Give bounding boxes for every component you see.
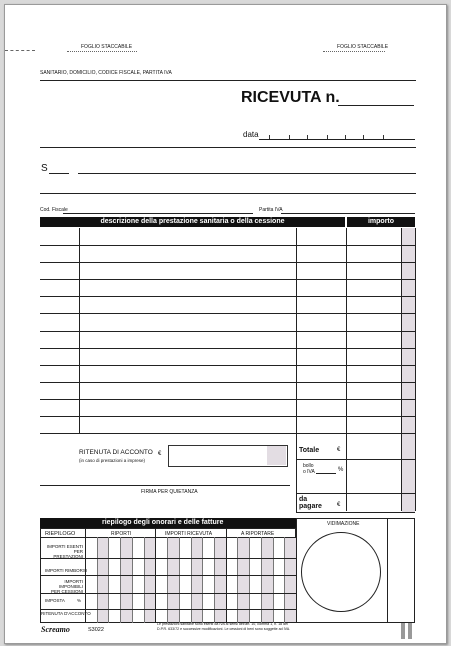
sanitario-label: SANITARIO, DOMICILIO, CODICE FISCALE, PARTITA IVA bbox=[40, 70, 172, 76]
totale-line bbox=[296, 459, 346, 460]
receipt-form bbox=[4, 4, 447, 644]
grid-column bbox=[273, 537, 274, 623]
totale-label: Totale bbox=[299, 447, 320, 454]
grid-column bbox=[296, 528, 297, 623]
grid-row[interactable] bbox=[40, 575, 296, 576]
footer-note-2: D.P.R. 633/72 e successive modificazioni. Le cessioni di beni sono soggette ad IVA. bbox=[157, 627, 291, 631]
ritenuta-sub: (in caso di prestazioni a imprese) bbox=[79, 458, 146, 463]
firma-label: FIRMA PER QUIETANZA bbox=[141, 489, 198, 495]
totals-row-line bbox=[346, 493, 415, 494]
table-row[interactable] bbox=[40, 245, 415, 246]
brand-logo: Screamo bbox=[41, 625, 70, 634]
grid-column bbox=[132, 537, 133, 623]
grid-row[interactable] bbox=[40, 558, 296, 559]
col-importi: IMPORTI RICEVUTA bbox=[165, 531, 213, 537]
table-row[interactable] bbox=[40, 313, 415, 314]
table-row[interactable] bbox=[40, 365, 415, 366]
binding-mark bbox=[401, 623, 405, 639]
table-row[interactable] bbox=[40, 279, 415, 280]
tear-dots-left bbox=[67, 51, 137, 52]
cod-fiscale-field[interactable] bbox=[63, 213, 253, 214]
receipt-title: RICEVUTA n. bbox=[241, 89, 340, 106]
grid-column bbox=[108, 537, 109, 623]
col-riepilogo: RIEPILOGO bbox=[45, 531, 76, 537]
col-riportare: A RIPORTARE bbox=[241, 531, 275, 537]
stamp-circle bbox=[301, 532, 381, 612]
table-row[interactable] bbox=[40, 331, 415, 332]
grid-column bbox=[167, 537, 168, 623]
data-label: data bbox=[243, 130, 259, 139]
date-tick bbox=[345, 135, 346, 139]
s-short-field[interactable] bbox=[49, 173, 69, 174]
date-tick bbox=[269, 135, 270, 139]
grid-column bbox=[120, 537, 121, 623]
riepilogo-title: riepilogo degli onorari e delle fatture bbox=[102, 519, 224, 526]
grid-column bbox=[214, 537, 215, 623]
foglio-staccabile-left: FOGLIO STACCABILE bbox=[81, 44, 133, 50]
partita-iva-field[interactable] bbox=[281, 213, 415, 214]
totale-euro: € bbox=[337, 447, 341, 453]
table-row[interactable] bbox=[40, 296, 415, 297]
date-tick bbox=[289, 135, 290, 139]
date-tick bbox=[363, 135, 364, 139]
form-code: S3022 bbox=[88, 627, 104, 633]
date-tick bbox=[307, 135, 308, 139]
tear-dots-right bbox=[323, 51, 385, 52]
grid-column bbox=[261, 537, 262, 623]
receipt-number-field[interactable] bbox=[338, 105, 414, 106]
riep-row-imposta: IMPOSTA bbox=[45, 598, 65, 603]
firma-line[interactable] bbox=[40, 485, 290, 486]
grid-column bbox=[237, 537, 238, 623]
column-divider bbox=[346, 228, 347, 511]
separator-line bbox=[40, 147, 416, 148]
foglio-staccabile-right: FOGLIO STACCABILE bbox=[337, 44, 389, 50]
sanitario-line bbox=[40, 80, 416, 81]
column-divider bbox=[415, 228, 416, 511]
side-box bbox=[388, 518, 415, 623]
riep-row-imponibili: IMPORTI IMPONIBILI PER CESSIONI bbox=[50, 579, 83, 594]
ritenuta-label: RITENUTA DI ACCONTO bbox=[79, 449, 153, 456]
partita-iva-label: Partita IVA bbox=[259, 207, 283, 213]
totals-bottom-line bbox=[296, 512, 415, 513]
totals-divider bbox=[296, 433, 297, 513]
date-tick bbox=[383, 135, 384, 139]
table-row[interactable] bbox=[40, 416, 415, 417]
grid-row[interactable] bbox=[40, 593, 296, 594]
s-field[interactable] bbox=[78, 173, 416, 174]
s-label: S bbox=[41, 163, 48, 174]
bollo-label-1: bollo bbox=[303, 463, 314, 469]
bollo-percent: % bbox=[338, 467, 344, 473]
grid-column bbox=[179, 537, 180, 623]
cod-fiscale-label: Cod. Fiscale bbox=[40, 207, 68, 213]
grid-column bbox=[191, 537, 192, 623]
importo-header: importo bbox=[347, 217, 415, 227]
vidimazione-label: VIDIMAZIONE bbox=[327, 521, 360, 527]
grid-column bbox=[249, 537, 250, 623]
binding-mark bbox=[408, 623, 412, 639]
ritenuta-shade bbox=[267, 446, 286, 465]
desc-header: descrizione della prestazione sanitaria o della cessione bbox=[40, 217, 345, 227]
table-row[interactable] bbox=[40, 262, 415, 263]
bollo-label-2: o IVA bbox=[303, 469, 315, 475]
bollo-field[interactable] bbox=[316, 473, 336, 474]
da-pagare-euro: € bbox=[337, 502, 341, 508]
riep-imposta-pct: % bbox=[77, 598, 82, 603]
table-row[interactable] bbox=[40, 399, 415, 400]
table-row[interactable] bbox=[40, 348, 415, 349]
date-tick bbox=[327, 135, 328, 139]
grid-column bbox=[284, 537, 285, 623]
col-riporti: RIPORTI bbox=[111, 531, 132, 537]
table-row[interactable] bbox=[40, 433, 415, 434]
riep-row-rimborsi: IMPORTI RIMBORSI bbox=[45, 568, 88, 573]
table-row[interactable] bbox=[40, 382, 415, 383]
grid-column bbox=[202, 537, 203, 623]
riep-row-esenti: IMPORTI ESENTI PER PRESTAZIONI bbox=[46, 544, 83, 559]
footer-note-1: Le prestazioni sanitarie sono esenti da IVA ai sensi dell'art. 10, comma 1, n. 18 del bbox=[157, 622, 288, 626]
tear-line-left bbox=[5, 50, 35, 51]
ritenuta-euro: € bbox=[158, 451, 162, 457]
totals-shade bbox=[402, 434, 415, 512]
grid-column bbox=[144, 537, 145, 623]
data-field[interactable] bbox=[259, 139, 415, 140]
riep-row-ritenuta: RITENUTA D'ACCONTO bbox=[41, 611, 91, 616]
da-pagare-1: da bbox=[299, 496, 308, 503]
totals-row-line bbox=[346, 459, 415, 460]
address-field[interactable] bbox=[40, 193, 416, 194]
da-pagare-2: pagare bbox=[299, 503, 322, 510]
bollo-line bbox=[296, 493, 346, 494]
grid-row[interactable] bbox=[40, 609, 296, 610]
grid-column bbox=[97, 537, 98, 623]
